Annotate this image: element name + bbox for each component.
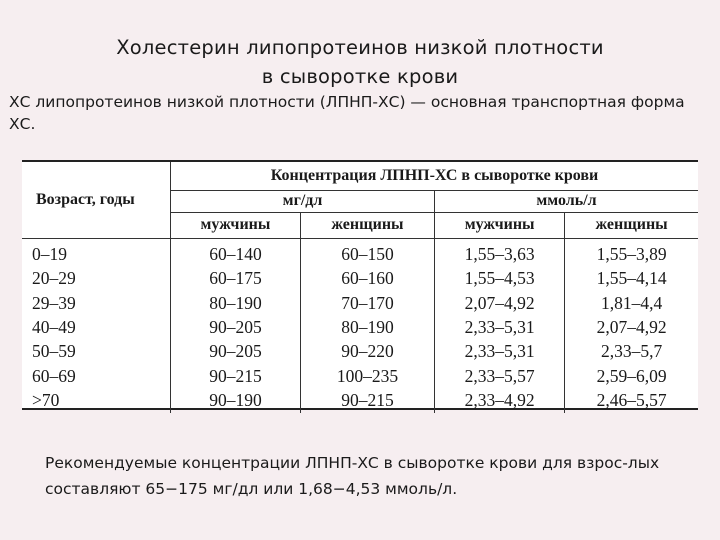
concentration-header: Концентрация ЛПНП-ХС в сыворотке крови — [171, 162, 699, 190]
table-row — [22, 238, 698, 267]
men-mgdl-cell: 90–215 — [171, 364, 301, 388]
sex-header-women-mmoll: женщины — [565, 212, 698, 238]
title-line-1: Холестерин липопротеинов низкой плотности — [116, 36, 604, 59]
unit-header-mgdl: мг/дл — [171, 190, 435, 212]
women-mgdl-cell: 60–150 — [300, 238, 434, 267]
table-row — [22, 267, 698, 291]
recommendation-note: Рекомендуемые концентрации ЛПНП-ХС в сыворотке крови для взрос-лых составляют 65−175 мг/дл или 1,68−4,53 ммоль/л. — [45, 454, 660, 498]
table-row — [22, 364, 698, 388]
men-mmoll-cell: 2,33–5,57 — [435, 364, 565, 388]
table-row — [22, 340, 698, 364]
ldl-table-container — [22, 160, 698, 410]
age-cell: 40–49 — [22, 315, 171, 339]
ldl-table — [22, 162, 698, 413]
intro-text: ХС липопротеинов низкой плотности (ЛПНП-ХС) — основная транспортная форма ХС. — [9, 93, 685, 133]
women-mmoll-cell: 2,59–6,09 — [596, 365, 667, 386]
men-mgdl-cell: 90–190 — [171, 388, 301, 412]
women-mgdl-cell: 80–190 — [300, 315, 434, 339]
men-mmoll-cell: 2,33–5,31 — [435, 315, 565, 339]
men-mmoll-cell: 2,07–4,92 — [435, 291, 565, 315]
men-mmoll-cell: 1,55–3,63 — [435, 238, 565, 267]
women-mgdl-cell: 90–220 — [300, 340, 434, 364]
men-mmoll-cell: 2,33–5,31 — [435, 340, 565, 364]
men-mmoll-cell: 2,33–4,92 — [435, 388, 565, 412]
title-line-2: в сыворотке крови — [261, 65, 459, 88]
men-mgdl-cell: 90–205 — [171, 315, 301, 339]
table-row — [22, 315, 698, 339]
men-mgdl-cell: 80–190 — [171, 291, 301, 315]
table-body — [22, 238, 698, 413]
sex-header-men-mgdl: мужчины — [171, 212, 301, 238]
page-title — [0, 33, 720, 91]
women-mgdl-cell: 60–160 — [300, 267, 434, 291]
women-mgdl-cell: 90–215 — [300, 388, 434, 412]
unit-header-mmoll: ммоль/л — [435, 190, 698, 212]
men-mgdl-cell: 60–175 — [171, 267, 301, 291]
age-cell: 29–39 — [22, 291, 171, 315]
age-cell: >70 — [22, 388, 171, 412]
age-cell: 50–59 — [22, 340, 171, 364]
women-mmoll-cell: 2,33–5,7 — [600, 341, 663, 362]
women-mmoll-cell: 1,55–3,89 — [596, 244, 667, 265]
men-mgdl-cell: 90–205 — [171, 340, 301, 364]
women-mmoll-cell: 2,46–5,57 — [596, 389, 667, 410]
women-mmoll-cell: 1,81–4,4 — [600, 292, 663, 313]
table-row — [22, 388, 698, 412]
women-mgdl-cell: 100–235 — [300, 364, 434, 388]
age-cell: 60–69 — [22, 364, 171, 388]
age-header: Возраст, годы — [22, 162, 171, 238]
age-cell: 20–29 — [22, 267, 171, 291]
women-mmoll-cell: 1,55–4,14 — [596, 268, 667, 289]
age-cell: 0–19 — [22, 238, 171, 267]
men-mmoll-cell: 1,55–4,53 — [435, 267, 565, 291]
sex-header-women-mgdl: женщины — [300, 212, 434, 238]
table-row — [22, 291, 698, 315]
women-mgdl-cell: 70–170 — [300, 291, 434, 315]
sex-header-men-mmoll: мужчины — [435, 212, 565, 238]
women-mmoll-cell: 2,07–4,92 — [596, 317, 667, 338]
men-mgdl-cell: 60–140 — [171, 238, 301, 267]
